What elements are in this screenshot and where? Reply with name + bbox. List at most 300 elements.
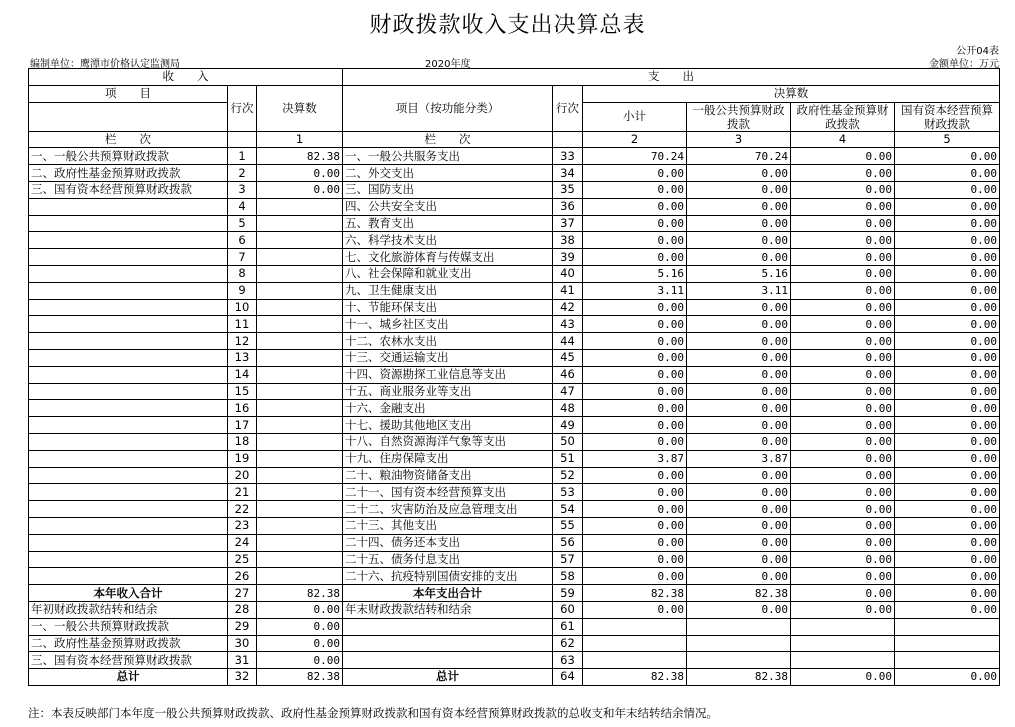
income-amount-cell: 0.00 (257, 618, 343, 635)
table-row (29, 585, 1000, 602)
subtotal-cell: 0.00 (583, 181, 687, 198)
soe-budget-cell: 0.00 (895, 366, 1000, 383)
income-row-no-cell: 9 (228, 282, 257, 299)
currency-unit: 金额单位：万元 (929, 59, 999, 70)
table-row (29, 534, 1000, 551)
table-row (29, 349, 1000, 366)
column-number-4: 4 (791, 131, 895, 148)
table-row (29, 568, 1000, 585)
soe-budget-cell: 0.00 (895, 232, 1000, 249)
income-amount-cell (257, 265, 343, 282)
income-amount-cell (257, 232, 343, 249)
table-row (29, 232, 1000, 249)
income-amount-cell (257, 467, 343, 484)
expense-row-no-cell: 45 (553, 349, 583, 366)
page-title: 财政拨款收入支出决算总表 (369, 13, 646, 38)
fund-budget-cell: 0.00 (791, 215, 895, 232)
table-row (29, 165, 1000, 182)
subtotal-cell: 0.00 (583, 484, 687, 501)
income-amount-cell: 0.00 (257, 165, 343, 182)
general-budget-cell: 0.00 (687, 215, 791, 232)
fund-budget-cell: 0.00 (791, 349, 895, 366)
subtotal-cell: 0.00 (583, 417, 687, 434)
general-budget-cell (687, 652, 791, 669)
table-row (29, 333, 1000, 350)
income-amount-cell (257, 433, 343, 450)
income-item-cell: 三、国有资本经营预算财政拨款 (29, 652, 228, 669)
general-budget-cell: 0.00 (687, 383, 791, 400)
table-row (29, 669, 1000, 686)
general-budget-cell: 0.00 (687, 501, 791, 518)
income-item-cell (29, 484, 228, 501)
income-item-cell (29, 551, 228, 568)
soe-budget-cell: 0.00 (895, 433, 1000, 450)
income-amount-cell: 0.00 (257, 181, 343, 198)
expense-item-cell: 五、教育支出 (343, 215, 553, 232)
expense-row-no-cell: 55 (553, 517, 583, 534)
income-item-cell (29, 282, 228, 299)
general-budget-cell: 70.24 (687, 148, 791, 165)
soe-budget-header: 国有资本经营预算财政拨款 (895, 102, 1000, 131)
income-row-no-cell: 27 (228, 585, 257, 602)
income-amount-cell (257, 349, 343, 366)
table-row (29, 517, 1000, 534)
expense-item-cell: 二十三、其他支出 (343, 517, 553, 534)
table-row (29, 652, 1000, 669)
income-amount-cell (257, 417, 343, 434)
income-row-no-cell: 1 (228, 148, 257, 165)
soe-budget-cell (895, 618, 1000, 635)
income-item-cell (29, 534, 228, 551)
expense-item-cell (343, 652, 553, 669)
fund-budget-cell: 0.00 (791, 669, 895, 686)
general-budget-cell: 0.00 (687, 484, 791, 501)
income-row-no-cell: 8 (228, 265, 257, 282)
expense-row-no-cell: 51 (553, 450, 583, 467)
income-amount-cell (257, 517, 343, 534)
income-row-no-cell: 19 (228, 450, 257, 467)
general-budget-cell: 3.87 (687, 450, 791, 467)
column-blank-2 (553, 131, 583, 148)
table-row (29, 450, 1000, 467)
general-budget-cell: 0.00 (687, 366, 791, 383)
expense-item-cell: 七、文化旅游体育与传媒支出 (343, 249, 553, 266)
income-item-cell (29, 400, 228, 417)
income-item-cell (29, 568, 228, 585)
expense-item-cell: 八、社会保障和就业支出 (343, 265, 553, 282)
income-amount-cell: 82.38 (257, 585, 343, 602)
table-row (29, 635, 1000, 652)
expense-row-no-cell: 63 (553, 652, 583, 669)
soe-budget-cell: 0.00 (895, 534, 1000, 551)
table-row (29, 501, 1000, 518)
income-amount-cell (257, 450, 343, 467)
soe-budget-cell: 0.00 (895, 333, 1000, 350)
expense-row-no-cell: 59 (553, 585, 583, 602)
fund-budget-cell: 0.00 (791, 383, 895, 400)
general-budget-cell: 0.00 (687, 181, 791, 198)
expense-item-cell: 十九、住房保障支出 (343, 450, 553, 467)
footnote: 注：本表反映部门本年度一般公共预算财政拨款、政府性基金预算财政拨款和国有资本经营预算财政拨款的总收支和年末结转结余情况。 (28, 706, 718, 720)
income-amount-cell: 82.38 (257, 148, 343, 165)
table-row (29, 383, 1000, 400)
subtotal-cell: 0.00 (583, 400, 687, 417)
subtotal-cell: 82.38 (583, 585, 687, 602)
fund-budget-cell: 0.00 (791, 568, 895, 585)
general-budget-cell: 0.00 (687, 433, 791, 450)
table-row (29, 366, 1000, 383)
income-row-no-cell: 25 (228, 551, 257, 568)
soe-budget-cell: 0.00 (895, 601, 1000, 618)
expense-row-no-cell: 50 (553, 433, 583, 450)
subtotal-cell: 0.00 (583, 517, 687, 534)
soe-budget-cell: 0.00 (895, 585, 1000, 602)
expense-item-cell (343, 635, 553, 652)
income-item-cell (29, 215, 228, 232)
subtotal-cell: 0.00 (583, 249, 687, 266)
general-budget-cell: 82.38 (687, 669, 791, 686)
general-budget-cell: 82.38 (687, 585, 791, 602)
income-item-cell: 二、政府性基金预算财政拨款 (29, 165, 228, 182)
soe-budget-cell: 0.00 (895, 417, 1000, 434)
fund-budget-cell: 0.00 (791, 400, 895, 417)
soe-budget-cell: 0.00 (895, 282, 1000, 299)
fund-budget-cell: 0.00 (791, 265, 895, 282)
general-budget-cell: 3.11 (687, 282, 791, 299)
expense-item-cell: 二十一、国有资本经营预算支出 (343, 484, 553, 501)
final-group-header: 决算数 (583, 85, 1000, 102)
fund-budget-cell (791, 635, 895, 652)
general-budget-cell (687, 618, 791, 635)
income-item-cell (29, 333, 228, 350)
expense-item-cell: 二十五、债务付息支出 (343, 551, 553, 568)
expense-item-cell: 十一、城乡社区支出 (343, 316, 553, 333)
expense-item-cell: 四、公共安全支出 (343, 198, 553, 215)
subtotal-cell: 82.38 (583, 669, 687, 686)
soe-budget-cell: 0.00 (895, 249, 1000, 266)
column-number-3: 3 (687, 131, 791, 148)
subtotal-cell: 0.00 (583, 551, 687, 568)
expense-row-no-cell: 34 (553, 165, 583, 182)
expense-row-no-cell: 57 (553, 551, 583, 568)
soe-budget-cell: 0.00 (895, 484, 1000, 501)
soe-budget-cell: 0.00 (895, 669, 1000, 686)
subtotal-cell: 0.00 (583, 433, 687, 450)
subtotal-cell: 0.00 (583, 165, 687, 182)
fund-budget-cell: 0.00 (791, 501, 895, 518)
soe-budget-cell: 0.00 (895, 165, 1000, 182)
expense-item-cell: 十三、交通运输支出 (343, 349, 553, 366)
general-budget-cell: 0.00 (687, 349, 791, 366)
subtotal-header: 小计 (583, 102, 687, 131)
income-row-no-cell: 2 (228, 165, 257, 182)
income-header: 收 入 (29, 69, 343, 86)
soe-budget-cell: 0.00 (895, 551, 1000, 568)
table-row (29, 484, 1000, 501)
income-row-no-cell: 32 (228, 669, 257, 686)
income-item-cell: 二、政府性基金预算财政拨款 (29, 635, 228, 652)
expense-row-no-cell: 44 (553, 333, 583, 350)
income-item-cell: 一、一般公共预算财政拨款 (29, 148, 228, 165)
soe-budget-cell (895, 652, 1000, 669)
general-budget-cell (687, 635, 791, 652)
expense-item-cell: 年末财政拨款结转和结余 (343, 601, 553, 618)
soe-budget-cell: 0.00 (895, 181, 1000, 198)
expense-item-cell: 十八、自然资源海洋气象等支出 (343, 433, 553, 450)
fund-budget-cell: 0.00 (791, 467, 895, 484)
subtotal-cell: 0.00 (583, 215, 687, 232)
general-budget-cell: 0.00 (687, 232, 791, 249)
expense-row-no-cell: 48 (553, 400, 583, 417)
subtotal-cell: 0.00 (583, 534, 687, 551)
income-item-cell (29, 433, 228, 450)
income-item-cell (29, 383, 228, 400)
income-amount-cell (257, 316, 343, 333)
fund-budget-cell: 0.00 (791, 450, 895, 467)
soe-budget-cell: 0.00 (895, 316, 1000, 333)
expense-item-cell: 九、卫生健康支出 (343, 282, 553, 299)
income-amount-cell (257, 299, 343, 316)
fund-budget-cell: 0.00 (791, 181, 895, 198)
income-row-no-cell: 20 (228, 467, 257, 484)
expense-item-cell: 本年支出合计 (343, 585, 553, 602)
soe-budget-cell: 0.00 (895, 349, 1000, 366)
income-amount-cell (257, 383, 343, 400)
income-item-cell (29, 450, 228, 467)
general-budget-cell: 0.00 (687, 467, 791, 484)
general-budget-cell: 0.00 (687, 165, 791, 182)
income-item-cell (29, 299, 228, 316)
subtotal-cell: 0.00 (583, 349, 687, 366)
income-row-no-cell: 14 (228, 366, 257, 383)
final-amount-header: 决算数 (257, 85, 343, 131)
subtotal-cell: 0.00 (583, 383, 687, 400)
income-row-no-cell: 21 (228, 484, 257, 501)
expense-row-no-cell: 54 (553, 501, 583, 518)
expense-item-cell: 十二、农林水支出 (343, 333, 553, 350)
income-row-no-cell: 7 (228, 249, 257, 266)
soe-budget-cell: 0.00 (895, 400, 1000, 417)
table-row (29, 316, 1000, 333)
fund-budget-cell: 0.00 (791, 333, 895, 350)
income-item-cell: 总计 (29, 669, 228, 686)
table-row (29, 299, 1000, 316)
income-row-no-cell: 31 (228, 652, 257, 669)
income-item-cell (29, 366, 228, 383)
expense-row-no-cell: 37 (553, 215, 583, 232)
expense-row-no-cell: 64 (553, 669, 583, 686)
fund-budget-cell: 0.00 (791, 198, 895, 215)
income-amount-cell: 82.38 (257, 669, 343, 686)
general-budget-cell: 0.00 (687, 601, 791, 618)
column-label-income: 栏 次 (29, 131, 228, 148)
income-row-no-cell: 10 (228, 299, 257, 316)
fund-budget-cell: 0.00 (791, 299, 895, 316)
income-row-no-cell: 16 (228, 400, 257, 417)
expense-item-cell: 十五、商业服务业等支出 (343, 383, 553, 400)
table-row (29, 400, 1000, 417)
subtotal-cell: 0.00 (583, 316, 687, 333)
expense-row-no-cell: 35 (553, 181, 583, 198)
income-item-cell: 年初财政拨款结转和结余 (29, 601, 228, 618)
expense-item-cell: 十六、金融支出 (343, 400, 553, 417)
expense-header: 支 出 (343, 69, 1000, 86)
income-item-cell (29, 467, 228, 484)
expense-row-no-cell: 52 (553, 467, 583, 484)
soe-budget-cell: 0.00 (895, 568, 1000, 585)
expense-item-cell: 三、国防支出 (343, 181, 553, 198)
soe-budget-cell: 0.00 (895, 450, 1000, 467)
income-amount-cell (257, 333, 343, 350)
expense-item-cell: 二十六、抗疫特别国债安排的支出 (343, 568, 553, 585)
general-budget-cell: 0.00 (687, 551, 791, 568)
table-row (29, 417, 1000, 434)
general-budget-cell: 0.00 (687, 400, 791, 417)
income-amount-cell: 0.00 (257, 635, 343, 652)
income-item-cell (29, 198, 228, 215)
column-number-1: 1 (257, 131, 343, 148)
expense-row-no-cell: 39 (553, 249, 583, 266)
income-item-cell: 三、国有资本经营预算财政拨款 (29, 181, 228, 198)
income-amount-cell (257, 282, 343, 299)
table-row (29, 551, 1000, 568)
income-row-no-cell: 15 (228, 383, 257, 400)
income-item-cell (29, 417, 228, 434)
table-row (29, 215, 1000, 232)
fund-budget-header: 政府性基金预算财政拨款 (791, 102, 895, 131)
expense-row-no-header: 行次 (553, 85, 583, 131)
income-amount-cell (257, 400, 343, 417)
subtotal-cell (583, 618, 687, 635)
income-row-no-cell: 30 (228, 635, 257, 652)
expense-item-cell: 二、外交支出 (343, 165, 553, 182)
income-row-no-cell: 24 (228, 534, 257, 551)
table-row (29, 249, 1000, 266)
soe-budget-cell: 0.00 (895, 501, 1000, 518)
expense-row-no-cell: 47 (553, 383, 583, 400)
income-row-no-cell: 11 (228, 316, 257, 333)
soe-budget-cell: 0.00 (895, 215, 1000, 232)
soe-budget-cell: 0.00 (895, 198, 1000, 215)
expense-item-cell (343, 618, 553, 635)
subtotal-cell: 3.87 (583, 450, 687, 467)
subtotal-cell: 0.00 (583, 568, 687, 585)
subtotal-cell: 3.11 (583, 282, 687, 299)
subtotal-cell: 0.00 (583, 198, 687, 215)
income-row-no-cell: 26 (228, 568, 257, 585)
income-row-no-cell: 3 (228, 181, 257, 198)
item-by-function-header: 项目（按功能分类） (343, 85, 553, 131)
expense-item-cell: 二十二、灾害防治及应急管理支出 (343, 501, 553, 518)
expense-item-cell: 十四、资源勘探工业信息等支出 (343, 366, 553, 383)
expense-item-cell: 二十、粮油物资储备支出 (343, 467, 553, 484)
fiscal-summary-table (28, 68, 1000, 686)
fund-budget-cell: 0.00 (791, 148, 895, 165)
expense-row-no-cell: 42 (553, 299, 583, 316)
subtotal-cell: 0.00 (583, 333, 687, 350)
expense-row-no-cell: 41 (553, 282, 583, 299)
fund-budget-cell: 0.00 (791, 585, 895, 602)
subtotal-cell: 0.00 (583, 601, 687, 618)
income-item-cell: 一、一般公共预算财政拨款 (29, 618, 228, 635)
income-amount-cell: 0.00 (257, 601, 343, 618)
general-budget-cell: 0.00 (687, 198, 791, 215)
table-row (29, 265, 1000, 282)
table-row (29, 601, 1000, 618)
table-row (29, 467, 1000, 484)
subtotal-cell: 0.00 (583, 299, 687, 316)
expense-row-no-cell: 36 (553, 198, 583, 215)
table-row (29, 433, 1000, 450)
expense-item-cell: 十七、援助其他地区支出 (343, 417, 553, 434)
income-row-no-cell: 13 (228, 349, 257, 366)
expense-item-cell: 十、节能环保支出 (343, 299, 553, 316)
general-budget-cell: 0.00 (687, 299, 791, 316)
general-budget-cell: 0.00 (687, 333, 791, 350)
income-row-no-cell: 5 (228, 215, 257, 232)
soe-budget-cell: 0.00 (895, 265, 1000, 282)
income-item-cell (29, 265, 228, 282)
expense-row-no-cell: 38 (553, 232, 583, 249)
general-budget-cell: 5.16 (687, 265, 791, 282)
soe-budget-cell: 0.00 (895, 517, 1000, 534)
general-budget-cell: 0.00 (687, 517, 791, 534)
subtotal-cell (583, 635, 687, 652)
fund-budget-cell: 0.00 (791, 601, 895, 618)
expense-item-cell: 二十四、债务还本支出 (343, 534, 553, 551)
expense-row-no-cell: 49 (553, 417, 583, 434)
subtotal-cell: 70.24 (583, 148, 687, 165)
income-row-no-cell: 28 (228, 601, 257, 618)
table-row (29, 198, 1000, 215)
table-row (29, 618, 1000, 635)
expense-item-cell: 一、一般公共服务支出 (343, 148, 553, 165)
income-row-no-cell: 18 (228, 433, 257, 450)
general-budget-cell: 0.00 (687, 316, 791, 333)
soe-budget-cell: 0.00 (895, 383, 1000, 400)
expense-row-no-cell: 33 (553, 148, 583, 165)
soe-budget-cell: 0.00 (895, 299, 1000, 316)
subtotal-cell (583, 652, 687, 669)
column-blank-1 (228, 131, 257, 148)
expense-row-no-cell: 61 (553, 618, 583, 635)
income-row-no-cell: 29 (228, 618, 257, 635)
fund-budget-cell: 0.00 (791, 232, 895, 249)
expense-row-no-cell: 56 (553, 534, 583, 551)
general-budget-cell: 0.00 (687, 249, 791, 266)
table-row (29, 282, 1000, 299)
fund-budget-cell (791, 618, 895, 635)
general-budget-cell: 0.00 (687, 417, 791, 434)
expense-row-no-cell: 46 (553, 366, 583, 383)
income-item-cell (29, 316, 228, 333)
expense-row-no-cell: 40 (553, 265, 583, 282)
income-amount-cell: 0.00 (257, 652, 343, 669)
subtotal-cell: 0.00 (583, 501, 687, 518)
income-item-cell: 本年收入合计 (29, 585, 228, 602)
income-amount-cell (257, 198, 343, 215)
table-row (29, 148, 1000, 165)
fund-budget-cell: 0.00 (791, 484, 895, 501)
soe-budget-cell: 0.00 (895, 148, 1000, 165)
expense-row-no-cell: 60 (553, 601, 583, 618)
income-row-no-cell: 12 (228, 333, 257, 350)
fund-budget-cell: 0.00 (791, 249, 895, 266)
general-budget-cell: 0.00 (687, 534, 791, 551)
expense-item-cell: 总计 (343, 669, 553, 686)
income-amount-cell (257, 534, 343, 551)
subtotal-cell: 5.16 (583, 265, 687, 282)
